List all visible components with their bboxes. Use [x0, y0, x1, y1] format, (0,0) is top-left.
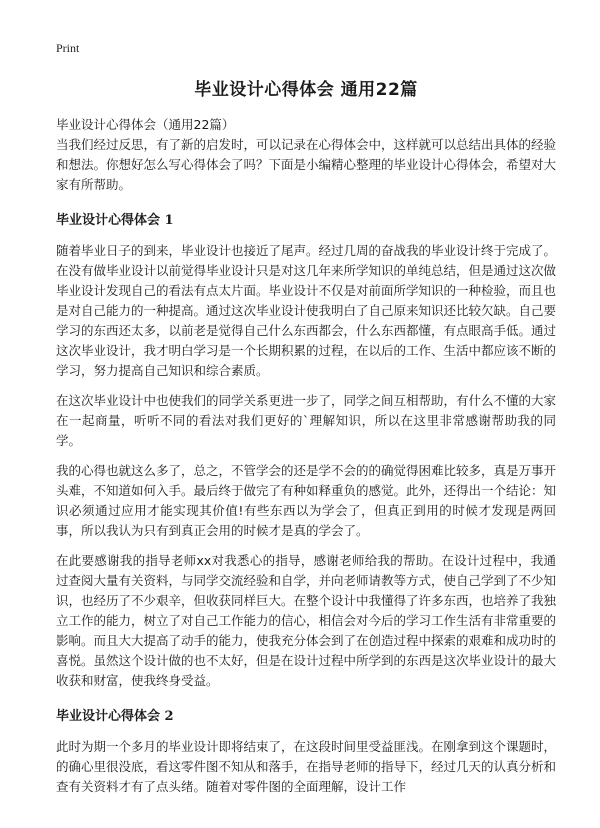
body-paragraph: 在这次毕业设计中也使我们的同学关系更进一步了，同学之间互相帮助，有什么不懂的大家在一起商量，听听不同的看法对我们更好的`理解知识，所以在这里非常感谢帮助我的同学。	[56, 393, 557, 448]
section-heading: 毕业设计心得体会 1	[56, 213, 174, 228]
section-heading: 毕业设计心得体会 2	[56, 709, 174, 724]
intro-paragraph: 当我们经过反思，有了新的启发时，可以记录在心得体会中，这样就可以总结出具体的经验和想法。你想好怎么写心得体会了吗？下面是小编精心整理的毕业设计心得体会，希望对大家有所帮助。	[56, 137, 557, 192]
document-subtitle: 毕业设计心得体会（通用22篇）	[56, 117, 235, 132]
body-paragraph: 在此要感谢我的指导老师xx对我悉心的指导，感谢老师给我的帮助。在设计过程中，我通过查阅大量有关资料，与同学交流经验和自学，并向老师请教等方式，使自己学到了不少知识，也经历了不少艰辛，但收获同样巨大。在整个设计中我懂得了许多东西，也培养了我独立工作的能力，树立了对自己工作能力的信心，相信会对今后的学习工作生活有非常重要的影响。而且大大提高了动手的能力，使我充分体会到了在创造过程中探索的艰难和成功时的喜悦。虽然这个设计做的也不太好，但是在设计过程中所学到的东西是这次毕业设计的最大收获和财富，使我终身受益。	[56, 553, 557, 688]
body-paragraph: 随着毕业日子的到来，毕业设计也接近了尾声。经过几周的奋战我的毕业设计终于完成了。在没有做毕业设计以前觉得毕业设计只是对这几年来所学知识的单纯总结，但是通过这次做毕业设计发现自己的看法有点太片面。毕业设计不仅是对前面所学知识的一种检验，而且也是对自己能力的一种提高。通过这次毕业设计使我明白了自己原来知识还比较欠缺。自己要学习的东西还太多，以前老是觉得自己什么东西都会，什么东西都懂，有点眼高手低。通过这次毕业设计，我才明白学习是一个长期积累的过程，在以后的工作、生活中都应该不断的学习，努力提高自己知识和综合素质。	[56, 243, 557, 378]
page-title: 毕业设计心得体会 通用22篇	[194, 80, 418, 100]
body-paragraph: 我的心得也就这么多了，总之，不管学会的还是学不会的的确觉得困难比较多，真是万事开头难，不知道如何入手。最后终于做完了有种如释重负的感觉。此外，还得出一个结论：知识必须通过应用才能实现其价值!有些东西以为学会了，但真正到用的时候才发现是两回事，所以我认为只有到真正会用的时候才是真的学会了。	[56, 463, 557, 538]
print-link[interactable]: Print	[56, 41, 80, 55]
body-paragraph: 此时为期一个多月的毕业设计即将结束了，在这段时间里受益匪浅。在刚拿到这个课题时，的确心里很没底，看这零件图不知从和落手，在指导老师的指导下，经过几天的认真分析和查有关资料才有了点头绪。随着对零件图的全面理解，设计工作	[56, 739, 557, 794]
document-page	[56, 40, 556, 797]
